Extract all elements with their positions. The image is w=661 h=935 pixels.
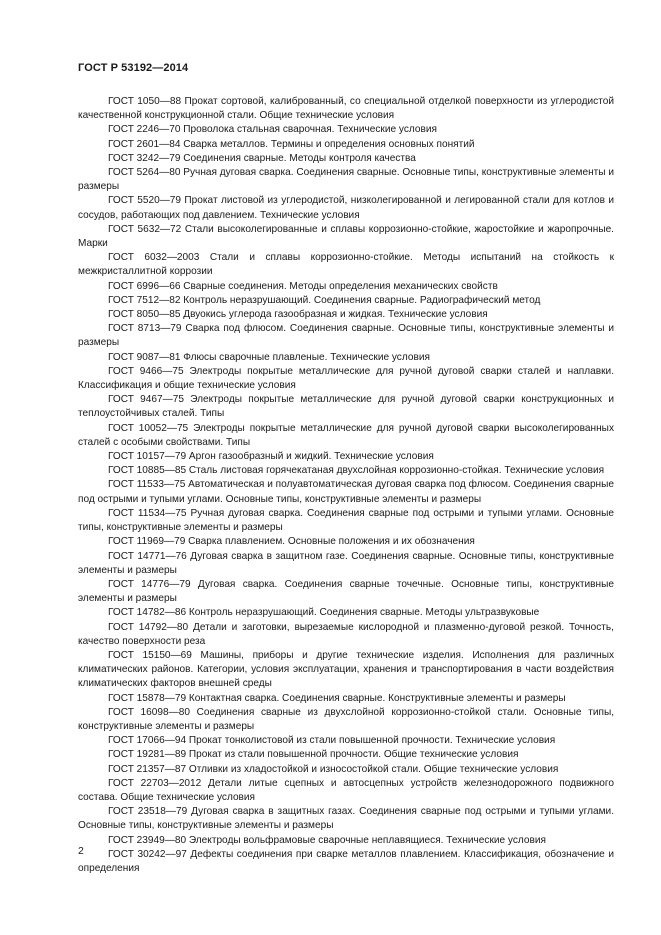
reference-entry: ГОСТ 6032—2003 Стали и сплавы коррозионно-стойкие. Методы испытаний на стойкость к межкристаллитной коррозии <box>78 252 614 278</box>
reference-entry: ГОСТ 15150—69 Машины, приборы и другие технические изделия. Исполнения для различных климатических районов. Категории, условия эксплуатации, хранения и транспортирования в части воздействия климатических факторов внешней среды <box>78 649 614 690</box>
reference-entry: ГОСТ 1050—88 Прокат сортовой, калиброванный, со специальной отделкой поверхности из углеродистой качественной конструкционной стали. Общие технические условия <box>78 96 614 122</box>
reference-entry: ГОСТ 5520—79 Прокат листовой из углеродистой, низколегированной и легированной стали для котлов и сосудов, работающих под давлением. Технические условия <box>78 195 614 221</box>
reference-entry: ГОСТ 8050—85 Двуокись углерода газообразная и жидкая. Технические условия <box>108 309 488 321</box>
reference-entry: ГОСТ 2246—70 Проволока стальная сварочная. Технические условия <box>108 124 437 136</box>
reference-entry: ГОСТ 14771—76 Дуговая сварка в защитном газе. Соединения сварные. Основные типы, конструктивные элементы и размеры <box>78 550 614 576</box>
reference-entry: ГОСТ 6996—66 Сварные соединения. Методы определения механических свойств <box>108 280 498 292</box>
reference-entry: ГОСТ 10885—85 Сталь листовая горячекатаная двухслойная коррозионно-стойкая. Технические условия <box>108 465 605 477</box>
reference-entry: ГОСТ 11533—75 Автоматическая и полуавтоматическая дуговая сварка под флюсом. Соединения сварные под острыми и тупыми углами. Основные типы, конструктивные элементы и размеры <box>78 479 614 505</box>
reference-entry: ГОСТ 9087—81 Флюсы сварочные плавленые. Технические условия <box>108 351 430 363</box>
normative-references-list <box>78 95 614 876</box>
reference-entry: ГОСТ 11534—75 Ручная дуговая сварка. Соединения сварные под острыми и тупыми углами. Основные типы, конструктивные элементы и размеры <box>78 507 614 534</box>
reference-entry: ГОСТ 19281—89 Прокат из стали повышенной прочности. Общие технические условия <box>108 749 519 761</box>
reference-entry: ГОСТ 14776—79 Дуговая сварка. Соединения сварные точечные. Основные типы, конструктивные элементы и размеры <box>78 578 614 605</box>
reference-entry: ГОСТ 22703—2012 Детали литые сцепных и автосцепных устройств железнодорожного подвижного состава. Общие технические условия <box>78 777 614 803</box>
reference-entry: ГОСТ 21357—87 Отливки из хладостойкой и износостойкой стали. Общие технические условия <box>108 763 559 775</box>
page-number: 2 <box>78 845 84 857</box>
reference-entry: ГОСТ 3242—79 Соединения сварные. Методы контроля качества <box>108 152 416 164</box>
document-header: ГОСТ Р 53192—2014 <box>78 62 189 74</box>
reference-entry: ГОСТ 14782—86 Контроль неразрушающий. Соединения сварные. Методы ультразвуковые <box>108 607 540 619</box>
reference-entry: ГОСТ 8713—79 Сварка под флюсом. Соединения сварные. Основные типы, конструктивные элементы и размеры <box>78 323 614 349</box>
reference-entry: ГОСТ 2601—84 Сварка металлов. Термины и определения основных понятий <box>108 138 475 150</box>
reference-entry: ГОСТ 9466—75 Электроды покрытые металлические для ручной дуговой сварки сталей и наплавки. Классификация и общие технические условия <box>78 365 614 392</box>
reference-entry: ГОСТ 10157—79 Аргон газообразный и жидкий. Технические условия <box>108 451 434 463</box>
reference-entry: ГОСТ 9467—75 Электроды покрытые металлические для ручной дуговой сварки конструкционных и теплоустойчивых сталей. Типы <box>78 394 614 420</box>
reference-entry: ГОСТ 14792—80 Детали и заготовки, вырезаемые кислородной и плазменно-дуговой резкой. Точность, качество поверхности реза <box>78 621 614 647</box>
reference-entry: ГОСТ 17066—94 Прокат тонколистовой из стали повышенной прочности. Технические условия <box>108 735 556 747</box>
reference-entry: ГОСТ 15878—79 Контактная сварка. Соединения сварные. Конструктивные элементы и размеры <box>108 692 566 704</box>
reference-entry: ГОСТ 30242—97 Дефекты соединения при сварке металлов плавлением. Классификация, обозначение и определения <box>78 848 614 874</box>
reference-entry: ГОСТ 10052—75 Электроды покрытые металлические для ручной дуговой сварки высоколегированных сталей с особыми свойствами. Типы <box>78 422 614 448</box>
reference-entry: ГОСТ 5264—80 Ручная дуговая сварка. Соединения сварные. Основные типы, конструктивные элементы и размеры <box>78 167 614 193</box>
reference-entry: ГОСТ 5632—72 Стали высоколегированные и сплавы коррозионно-стойкие, жаростойкие и жаропрочные. Марки <box>78 223 614 250</box>
reference-entry: ГОСТ 23949—80 Электроды вольфрамовые сварочные неплавящиеся. Технические условия <box>108 834 546 846</box>
reference-entry: ГОСТ 16098—80 Соединения сварные из двухслойной коррозионно-стойкой стали. Основные типы, конструктивные элементы и размеры <box>78 706 614 732</box>
reference-entry: ГОСТ 11969—79 Сварка плавлением. Основные положения и их обозначения <box>108 536 475 548</box>
reference-entry: ГОСТ 23518—79 Дуговая сварка в защитных газах. Соединения сварные под острыми и тупыми углами. Основные типы, конструктивные элементы и размеры <box>78 806 614 832</box>
reference-entry: ГОСТ 7512—82 Контроль неразрушающий. Соединения сварные. Радиографический метод <box>108 294 541 306</box>
